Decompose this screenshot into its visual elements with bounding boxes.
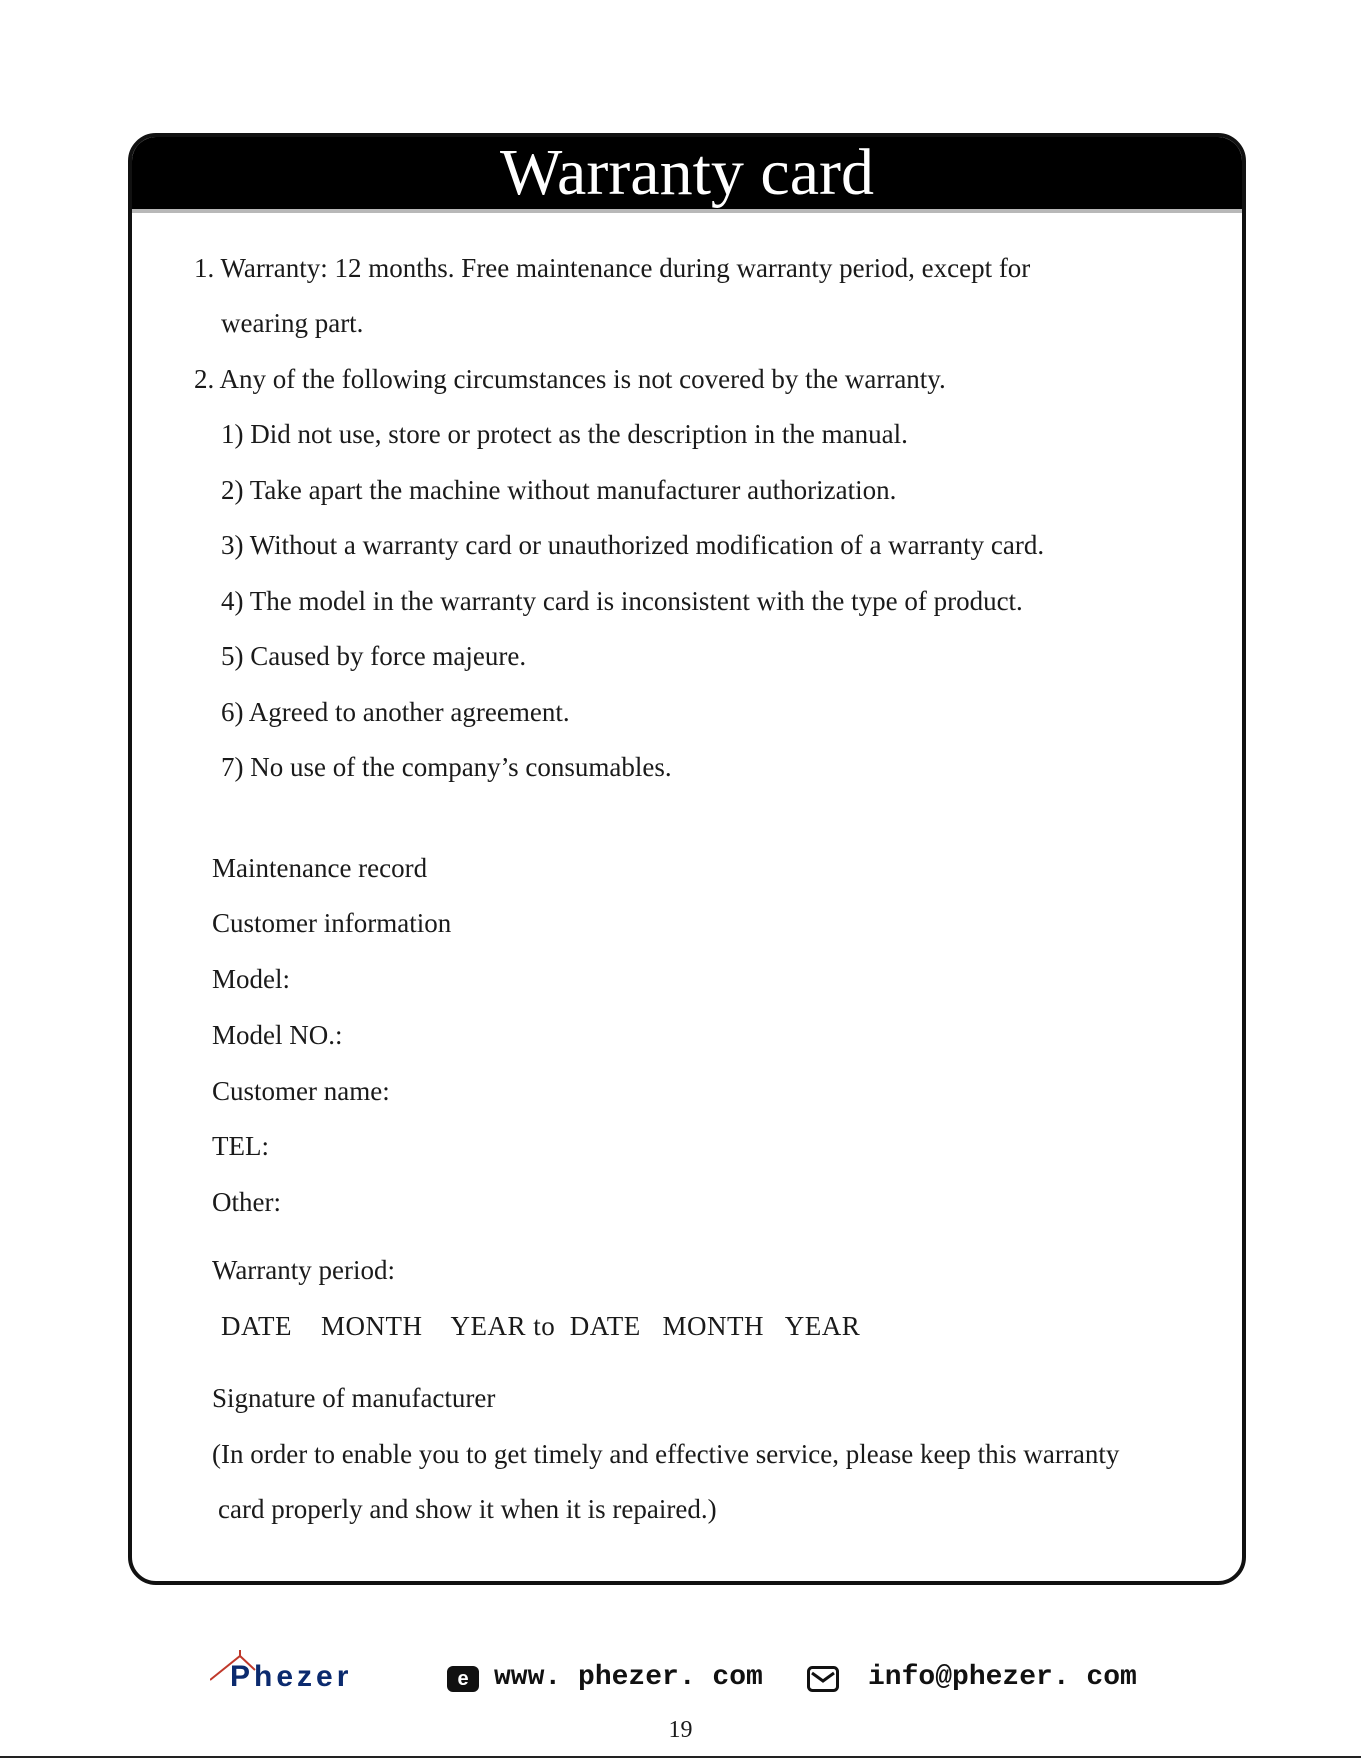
customer-name-field-label: Customer name: xyxy=(212,1076,390,1106)
bottom-divider xyxy=(0,1756,1361,1758)
title-divider xyxy=(132,209,1242,213)
model-number-field-label: Model NO.: xyxy=(212,1020,343,1050)
page-number: 19 xyxy=(668,1717,693,1743)
exclusion-item: 2) Take apart the machine without manufacturer authorization. xyxy=(221,475,897,505)
manufacturer-signature-label: Signature of manufacturer xyxy=(212,1383,496,1413)
other-field-label: Other: xyxy=(212,1187,281,1217)
warranty-term-1: 1. Warranty: 12 months. Free maintenance during warranty period, except for xyxy=(194,253,1031,283)
warranty-term-2: 2. Any of the following circumstances is not covered by the warranty. xyxy=(194,364,946,394)
service-note: (In order to enable you to get timely and effective service, please keep this warranty xyxy=(212,1439,1120,1469)
exclusion-item: 4) The model in the warranty card is inconsistent with the type of product. xyxy=(221,586,1023,616)
warranty-term-1-continued: wearing part. xyxy=(221,308,364,338)
warranty-period-dates: DATE MONTH YEAR to DATE MONTH YEAR xyxy=(221,1311,861,1341)
logo-wordmark: Phezer xyxy=(230,1660,353,1693)
maintenance-record-heading: Maintenance record xyxy=(212,853,428,883)
email-link[interactable]: info@phezer. com xyxy=(868,1662,1137,1693)
exclusion-item: 3) Without a warranty card or unauthorized modification of a warranty card. xyxy=(221,530,1045,560)
website-link[interactable]: www. phezer. com xyxy=(494,1662,763,1693)
exclusion-item: 1) Did not use, store or protect as the description in the manual. xyxy=(221,419,908,449)
phezer-logo xyxy=(210,1648,425,1696)
tel-field-label: TEL: xyxy=(212,1131,269,1161)
page-footer xyxy=(0,1640,1361,1700)
model-field-label: Model: xyxy=(212,964,290,994)
customer-information-heading: Customer information xyxy=(212,908,452,938)
exclusion-item: 7) No use of the company’s consumables. xyxy=(221,752,672,782)
warranty-period-label: Warranty period: xyxy=(212,1255,396,1285)
exclusion-item: 5) Caused by force majeure. xyxy=(221,641,527,671)
web-icon: e xyxy=(447,1666,479,1692)
mail-icon xyxy=(807,1666,839,1692)
service-note-continued: card properly and show it when it is repaired.) xyxy=(218,1494,717,1524)
warranty-card xyxy=(128,133,1246,1585)
card-title: Warranty card xyxy=(132,137,1242,209)
exclusion-item: 6) Agreed to another agreement. xyxy=(221,697,570,727)
